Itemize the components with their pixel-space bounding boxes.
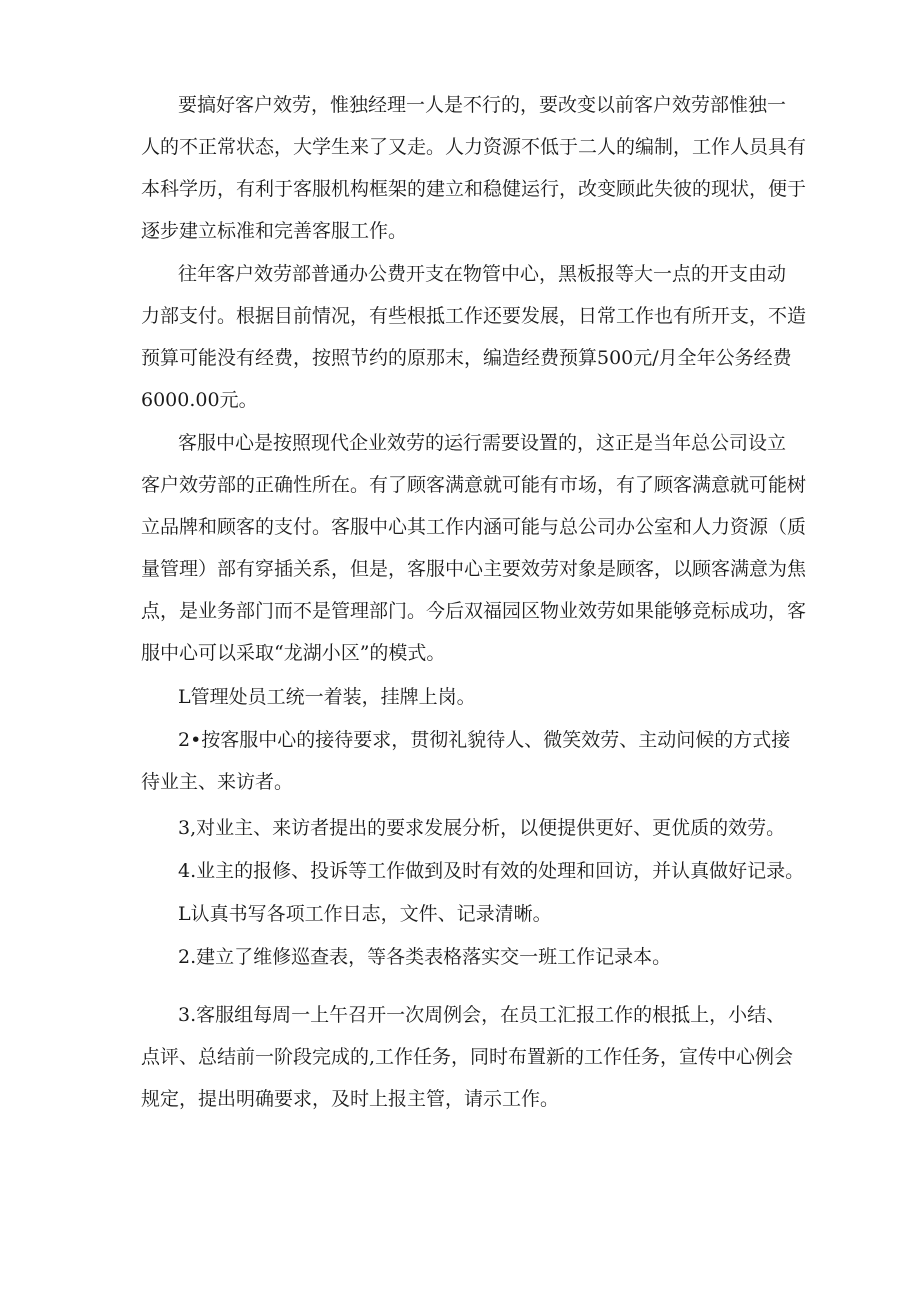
paragraph-3-line-4: 量管理）部有穿插关系，但是，客服中心主要效劳对象是顾客，以顾客满意为焦 [141, 558, 807, 580]
list-item-4: 4.业主的报修、投诉等工作做到及时有效的处理和回访，并认真做好记录。 [178, 860, 805, 882]
list-item-2-line-1: 2•按客服中心的接待要求，贯彻礼貌待人、微笑效劳、主动问候的方式接 [178, 729, 791, 751]
paragraph-2-line-4: 6000.00元。 [141, 389, 258, 411]
final-paragraph-line-2: 点评、总结前一阶段完成的,工作任务，同时布置新的工作任务，宣传中心例会 [141, 1046, 794, 1068]
list-item-2-line-2: 待业主、来访者。 [141, 771, 294, 793]
list-item-3: 3,对业主、来访者提出的要求发展分析，以便提供更好、更优质的效劳。 [178, 817, 786, 839]
paragraph-1-line-4: 逐步建立标准和完善客服工作。 [141, 220, 408, 242]
paragraph-1-line-1: 要搞好客户效劳，惟独经理一人是不行的，要改变以前客户效劳部惟独一 [178, 94, 787, 116]
final-paragraph-line-3: 规定，提出明确要求，及时上报主管，请示工作。 [141, 1088, 560, 1110]
paragraph-3-line-3: 立品牌和顾客的支付。客服中心其工作内涵可能与总公司办公室和人力资源（质 [141, 516, 807, 538]
paragraph-2-line-2: 力部支付。根据目前情况，有些根抵工作还要发展，日常工作也有所开支，不造 [141, 305, 807, 327]
final-paragraph-line-1: 3.客服组每周一上午召开一次周例会，在员工汇报工作的根抵上，小结、 [178, 1004, 786, 1026]
paragraph-2-line-3: 预算可能没有经费，按照节约的原那末，编造经费预算500元/月全年公务经费 [141, 347, 792, 369]
paragraph-1-line-3: 本科学历，有利于客服机构框架的建立和稳健运行，改变顾此失彼的现状，便于 [141, 178, 807, 200]
paragraph-3-line-6: 服中心可以采取“龙湖小区”的模式。 [141, 642, 446, 664]
paragraph-3-line-5: 点，是业务部门而不是管理部门。今后双福园区物业效劳如果能够竞标成功，客 [141, 600, 807, 622]
list-item-1: L管理处员工统一着装，挂牌上岗。 [178, 686, 476, 708]
paragraph-3-line-1: 客服中心是按照现代企业效劳的运行需要设置的，这正是当年总公司设立 [178, 432, 787, 454]
paragraph-2-line-1: 往年客户效劳部普通办公费开支在物管中心，黑板报等大一点的开支由动 [178, 263, 787, 285]
paragraph-3-line-2: 客户效劳部的正确性所在。有了顾客满意就可能有市场，有了顾客满意就可能树 [141, 474, 807, 496]
list-item-6: 2.建立了维修巡查表，等各类表格落实交一班工作记录本。 [178, 946, 672, 968]
list-item-5: L认真书写各项工作日志，文件、记录清晰。 [178, 903, 552, 925]
paragraph-1-line-2: 人的不正常状态，大学生来了又走。人力资源不低于二人的编制，工作人员具有 [141, 136, 807, 158]
